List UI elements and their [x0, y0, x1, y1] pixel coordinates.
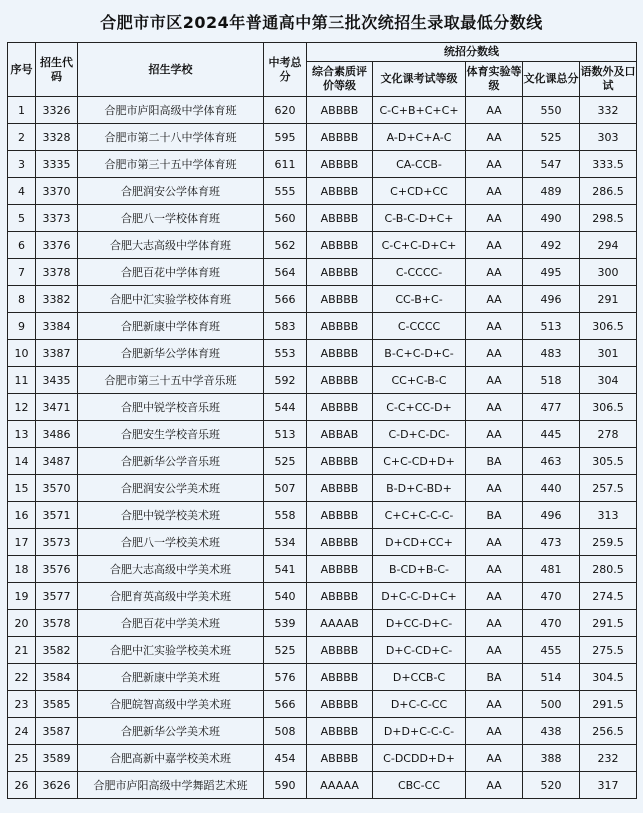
- cell-composite: ABBBB: [307, 664, 373, 691]
- cell-pe: AA: [466, 232, 523, 259]
- cell-composite: ABBBB: [307, 367, 373, 394]
- cell-school: 合肥市庐阳高级中学体育班: [78, 97, 264, 124]
- page-title: 合肥市市区2024年普通高中第三批次统招生录取最低分数线: [100, 13, 543, 32]
- cell-total: 560: [264, 205, 307, 232]
- cell-culture-grade: D+C-C-D+C+: [373, 583, 466, 610]
- cell-code: 3382: [36, 286, 78, 313]
- cell-composite: ABBBB: [307, 502, 373, 529]
- cell-extra: 257.5: [580, 475, 637, 502]
- cell-composite: ABBBB: [307, 232, 373, 259]
- cell-extra: 275.5: [580, 637, 637, 664]
- header-group: 统招分数线: [307, 43, 637, 62]
- table-row: [8, 448, 637, 475]
- cell-culture-score: 496: [523, 286, 580, 313]
- cell-code: 3589: [36, 745, 78, 772]
- cell-seq: 9: [8, 313, 36, 340]
- cell-extra: 280.5: [580, 556, 637, 583]
- cell-culture-score: 455: [523, 637, 580, 664]
- cell-seq: 3: [8, 151, 36, 178]
- cell-culture-score: 473: [523, 529, 580, 556]
- cell-culture-score: 520: [523, 772, 580, 799]
- cell-composite: ABBBB: [307, 151, 373, 178]
- cell-total: 507: [264, 475, 307, 502]
- cell-code: 3335: [36, 151, 78, 178]
- cell-culture-grade: C-D+C-DC-: [373, 421, 466, 448]
- header-school: 招生学校: [78, 43, 264, 97]
- header-culture-grade: 文化课考试等级: [373, 62, 466, 97]
- cell-seq: 16: [8, 502, 36, 529]
- cell-extra: 300: [580, 259, 637, 286]
- cell-culture-grade: C+CD+CC: [373, 178, 466, 205]
- cell-culture-score: 492: [523, 232, 580, 259]
- cell-seq: 6: [8, 232, 36, 259]
- cell-culture-score: 496: [523, 502, 580, 529]
- cell-seq: 19: [8, 583, 36, 610]
- cell-school: 合肥润安公学美术班: [78, 475, 264, 502]
- cell-seq: 20: [8, 610, 36, 637]
- cell-code: 3378: [36, 259, 78, 286]
- cell-total: 513: [264, 421, 307, 448]
- cell-total: 544: [264, 394, 307, 421]
- cell-pe: AA: [466, 691, 523, 718]
- cell-seq: 10: [8, 340, 36, 367]
- cell-code: 3626: [36, 772, 78, 799]
- cell-pe: AA: [466, 421, 523, 448]
- cell-code: 3570: [36, 475, 78, 502]
- cell-culture-score: 438: [523, 718, 580, 745]
- cell-culture-grade: A-D+C+A-C: [373, 124, 466, 151]
- cell-code: 3373: [36, 205, 78, 232]
- table-row: [8, 367, 637, 394]
- table-row: [8, 97, 637, 124]
- table-row: [8, 718, 637, 745]
- cell-seq: 25: [8, 745, 36, 772]
- cell-composite: ABBBB: [307, 475, 373, 502]
- cell-code: 3584: [36, 664, 78, 691]
- cell-seq: 13: [8, 421, 36, 448]
- cell-total: 525: [264, 448, 307, 475]
- table-body: [8, 97, 637, 799]
- cell-composite: ABBBB: [307, 745, 373, 772]
- cell-code: 3328: [36, 124, 78, 151]
- cell-pe: AA: [466, 97, 523, 124]
- cell-culture-score: 481: [523, 556, 580, 583]
- table-row: [8, 475, 637, 502]
- cell-pe: AA: [466, 637, 523, 664]
- table-row: [8, 610, 637, 637]
- cell-culture-score: 547: [523, 151, 580, 178]
- cell-school: 合肥中汇实验学校美术班: [78, 637, 264, 664]
- cell-composite: ABBBB: [307, 97, 373, 124]
- cell-total: 534: [264, 529, 307, 556]
- cell-composite: ABBBB: [307, 313, 373, 340]
- table-row: [8, 259, 637, 286]
- cell-school: 合肥新康中学美术班: [78, 664, 264, 691]
- cell-school: 合肥市庐阳高级中学舞蹈艺术班: [78, 772, 264, 799]
- cell-culture-score: 445: [523, 421, 580, 448]
- cell-composite: ABBBB: [307, 556, 373, 583]
- header-total: 中考总分: [264, 43, 307, 97]
- cell-extra: 274.5: [580, 583, 637, 610]
- cell-composite: ABBAB: [307, 421, 373, 448]
- cell-school: 合肥市第三十五中学音乐班: [78, 367, 264, 394]
- cell-school: 合肥中汇实验学校体育班: [78, 286, 264, 313]
- cell-school: 合肥新华公学音乐班: [78, 448, 264, 475]
- cell-code: 3576: [36, 556, 78, 583]
- cell-culture-score: 483: [523, 340, 580, 367]
- cell-composite: ABBBB: [307, 205, 373, 232]
- cell-extra: 232: [580, 745, 637, 772]
- cell-seq: 8: [8, 286, 36, 313]
- cell-culture-grade: C-C+CC-D+: [373, 394, 466, 421]
- cell-total: 540: [264, 583, 307, 610]
- cell-total: 558: [264, 502, 307, 529]
- cell-school: 合肥八一学校美术班: [78, 529, 264, 556]
- cell-culture-score: 470: [523, 610, 580, 637]
- table-row: [8, 637, 637, 664]
- table-row: [8, 205, 637, 232]
- cell-total: 525: [264, 637, 307, 664]
- cell-composite: ABBBB: [307, 286, 373, 313]
- cell-school: 合肥市第二十八中学体育班: [78, 124, 264, 151]
- cell-pe: BA: [466, 502, 523, 529]
- cell-culture-grade: C-CCCC-: [373, 259, 466, 286]
- cell-composite: ABBBB: [307, 718, 373, 745]
- cell-extra: 306.5: [580, 313, 637, 340]
- cell-seq: 23: [8, 691, 36, 718]
- cell-seq: 2: [8, 124, 36, 151]
- cell-composite: AAAAA: [307, 772, 373, 799]
- cell-culture-grade: C-B-C-D+C+: [373, 205, 466, 232]
- cell-pe: AA: [466, 745, 523, 772]
- table-row: [8, 502, 637, 529]
- cell-extra: 286.5: [580, 178, 637, 205]
- cell-pe: AA: [466, 151, 523, 178]
- cell-pe: AA: [466, 178, 523, 205]
- cell-seq: 12: [8, 394, 36, 421]
- cell-pe: AA: [466, 556, 523, 583]
- cell-culture-grade: CC+C-B-C: [373, 367, 466, 394]
- cell-extra: 291.5: [580, 610, 637, 637]
- cell-culture-grade: D+D+C-C-C-: [373, 718, 466, 745]
- cell-pe: AA: [466, 124, 523, 151]
- cell-culture-grade: CA-CCB-: [373, 151, 466, 178]
- cell-code: 3585: [36, 691, 78, 718]
- cell-school: 合肥百花中学体育班: [78, 259, 264, 286]
- header-seq: 序号: [8, 43, 36, 97]
- cell-pe: AA: [466, 205, 523, 232]
- cell-culture-grade: B-D+C-BD+: [373, 475, 466, 502]
- cell-extra: 278: [580, 421, 637, 448]
- cell-composite: ABBBB: [307, 691, 373, 718]
- cell-school: 合肥中锐学校音乐班: [78, 394, 264, 421]
- table-row: [8, 529, 637, 556]
- cell-extra: 313: [580, 502, 637, 529]
- cell-culture-score: 513: [523, 313, 580, 340]
- cell-pe: AA: [466, 394, 523, 421]
- cell-pe: AA: [466, 340, 523, 367]
- cell-extra: 298.5: [580, 205, 637, 232]
- cell-culture-grade: D+CD+CC+: [373, 529, 466, 556]
- cell-code: 3370: [36, 178, 78, 205]
- cell-seq: 18: [8, 556, 36, 583]
- table-row: [8, 340, 637, 367]
- table-row: [8, 556, 637, 583]
- cell-school: 合肥百花中学美术班: [78, 610, 264, 637]
- cell-composite: ABBBB: [307, 637, 373, 664]
- cell-total: 595: [264, 124, 307, 151]
- score-table: [7, 42, 637, 799]
- cell-school: 合肥八一学校体育班: [78, 205, 264, 232]
- cell-school: 合肥新华公学体育班: [78, 340, 264, 367]
- cell-total: 539: [264, 610, 307, 637]
- cell-composite: ABBBB: [307, 448, 373, 475]
- cell-code: 3571: [36, 502, 78, 529]
- cell-extra: 259.5: [580, 529, 637, 556]
- table-row: [8, 664, 637, 691]
- cell-seq: 26: [8, 772, 36, 799]
- cell-code: 3587: [36, 718, 78, 745]
- cell-seq: 17: [8, 529, 36, 556]
- cell-pe: BA: [466, 448, 523, 475]
- header-pe: 体育实验等级: [466, 62, 523, 97]
- cell-code: 3471: [36, 394, 78, 421]
- cell-pe: AA: [466, 313, 523, 340]
- header-composite: 综合素质评价等级: [307, 62, 373, 97]
- cell-school: 合肥中锐学校美术班: [78, 502, 264, 529]
- table-row: [8, 691, 637, 718]
- table-row: [8, 151, 637, 178]
- table-row: [8, 232, 637, 259]
- cell-pe: AA: [466, 286, 523, 313]
- cell-composite: ABBBB: [307, 529, 373, 556]
- cell-total: 562: [264, 232, 307, 259]
- cell-culture-grade: D+C-C-CC: [373, 691, 466, 718]
- cell-code: 3326: [36, 97, 78, 124]
- cell-extra: 291.5: [580, 691, 637, 718]
- cell-school: 合肥皖智高级中学美术班: [78, 691, 264, 718]
- cell-culture-score: 550: [523, 97, 580, 124]
- header-culture-score: 文化课总分: [523, 62, 580, 97]
- cell-total: 590: [264, 772, 307, 799]
- cell-pe: AA: [466, 475, 523, 502]
- table-row: [8, 313, 637, 340]
- cell-seq: 11: [8, 367, 36, 394]
- cell-total: 454: [264, 745, 307, 772]
- cell-seq: 24: [8, 718, 36, 745]
- cell-school: 合肥大志高级中学美术班: [78, 556, 264, 583]
- cell-extra: 304: [580, 367, 637, 394]
- cell-school: 合肥新康中学体育班: [78, 313, 264, 340]
- cell-pe: AA: [466, 718, 523, 745]
- cell-extra: 291: [580, 286, 637, 313]
- cell-culture-score: 463: [523, 448, 580, 475]
- cell-culture-score: 489: [523, 178, 580, 205]
- cell-school: 合肥新华公学美术班: [78, 718, 264, 745]
- cell-seq: 4: [8, 178, 36, 205]
- cell-culture-score: 490: [523, 205, 580, 232]
- cell-total: 553: [264, 340, 307, 367]
- cell-extra: 294: [580, 232, 637, 259]
- header-extra: 语数外及口试: [580, 62, 637, 97]
- cell-composite: ABBBB: [307, 340, 373, 367]
- cell-total: 566: [264, 286, 307, 313]
- cell-seq: 7: [8, 259, 36, 286]
- cell-seq: 15: [8, 475, 36, 502]
- cell-culture-score: 440: [523, 475, 580, 502]
- cell-composite: ABBBB: [307, 583, 373, 610]
- table-row: [8, 421, 637, 448]
- cell-extra: 301: [580, 340, 637, 367]
- cell-culture-score: 495: [523, 259, 580, 286]
- cell-pe: BA: [466, 664, 523, 691]
- cell-total: 620: [264, 97, 307, 124]
- cell-composite: ABBBB: [307, 124, 373, 151]
- cell-code: 3582: [36, 637, 78, 664]
- cell-culture-grade: D+C-CD+C-: [373, 637, 466, 664]
- cell-school: 合肥安生学校音乐班: [78, 421, 264, 448]
- cell-total: 508: [264, 718, 307, 745]
- cell-composite: ABBBB: [307, 178, 373, 205]
- cell-seq: 22: [8, 664, 36, 691]
- cell-composite: ABBBB: [307, 259, 373, 286]
- cell-code: 3486: [36, 421, 78, 448]
- cell-culture-grade: C+C+C-C-C-: [373, 502, 466, 529]
- cell-extra: 333.5: [580, 151, 637, 178]
- cell-culture-grade: D+CCB-C: [373, 664, 466, 691]
- cell-school: 合肥高新中嘉学校美术班: [78, 745, 264, 772]
- cell-composite: ABBBB: [307, 394, 373, 421]
- cell-pe: AA: [466, 583, 523, 610]
- cell-composite: AAAAB: [307, 610, 373, 637]
- cell-pe: AA: [466, 529, 523, 556]
- cell-culture-score: 518: [523, 367, 580, 394]
- cell-extra: 317: [580, 772, 637, 799]
- cell-seq: 21: [8, 637, 36, 664]
- cell-extra: 304.5: [580, 664, 637, 691]
- cell-total: 611: [264, 151, 307, 178]
- cell-extra: 305.5: [580, 448, 637, 475]
- cell-total: 541: [264, 556, 307, 583]
- cell-culture-grade: D+CC-D+C-: [373, 610, 466, 637]
- cell-culture-grade: C-CCCC: [373, 313, 466, 340]
- cell-code: 3578: [36, 610, 78, 637]
- cell-code: 3376: [36, 232, 78, 259]
- header-code: 招生代码: [36, 43, 78, 97]
- cell-code: 3435: [36, 367, 78, 394]
- cell-school: 合肥润安公学体育班: [78, 178, 264, 205]
- cell-total: 592: [264, 367, 307, 394]
- cell-culture-grade: CC-B+C-: [373, 286, 466, 313]
- table-row: [8, 583, 637, 610]
- cell-culture-score: 525: [523, 124, 580, 151]
- cell-code: 3387: [36, 340, 78, 367]
- cell-code: 3573: [36, 529, 78, 556]
- cell-code: 3384: [36, 313, 78, 340]
- cell-total: 583: [264, 313, 307, 340]
- cell-school: 合肥育英高级中学美术班: [78, 583, 264, 610]
- cell-extra: 256.5: [580, 718, 637, 745]
- table-row: [8, 772, 637, 799]
- cell-code: 3577: [36, 583, 78, 610]
- cell-total: 576: [264, 664, 307, 691]
- cell-total: 564: [264, 259, 307, 286]
- cell-seq: 1: [8, 97, 36, 124]
- table-row: [8, 178, 637, 205]
- cell-culture-grade: C+C-CD+D+: [373, 448, 466, 475]
- cell-extra: 332: [580, 97, 637, 124]
- cell-culture-grade: B-C+C-D+C-: [373, 340, 466, 367]
- table-row: [8, 745, 637, 772]
- table-row: [8, 286, 637, 313]
- table-row: [8, 394, 637, 421]
- cell-total: 555: [264, 178, 307, 205]
- cell-culture-score: 470: [523, 583, 580, 610]
- cell-extra: 303: [580, 124, 637, 151]
- cell-code: 3487: [36, 448, 78, 475]
- table-row: [8, 124, 637, 151]
- cell-culture-score: 477: [523, 394, 580, 421]
- cell-pe: AA: [466, 259, 523, 286]
- cell-pe: AA: [466, 772, 523, 799]
- table-header: [8, 43, 637, 97]
- cell-culture-grade: B-CD+B-C-: [373, 556, 466, 583]
- cell-culture-grade: C-DCDD+D+: [373, 745, 466, 772]
- cell-school: 合肥大志高级中学体育班: [78, 232, 264, 259]
- cell-pe: AA: [466, 367, 523, 394]
- cell-culture-grade: C-C+C-D+C+: [373, 232, 466, 259]
- cell-school: 合肥市第三十五中学体育班: [78, 151, 264, 178]
- cell-culture-grade: C-C+B+C+C+: [373, 97, 466, 124]
- cell-culture-score: 388: [523, 745, 580, 772]
- cell-seq: 14: [8, 448, 36, 475]
- cell-pe: AA: [466, 610, 523, 637]
- cell-total: 566: [264, 691, 307, 718]
- cell-seq: 5: [8, 205, 36, 232]
- cell-culture-score: 514: [523, 664, 580, 691]
- cell-culture-score: 500: [523, 691, 580, 718]
- cell-culture-grade: CBC-CC: [373, 772, 466, 799]
- cell-extra: 306.5: [580, 394, 637, 421]
